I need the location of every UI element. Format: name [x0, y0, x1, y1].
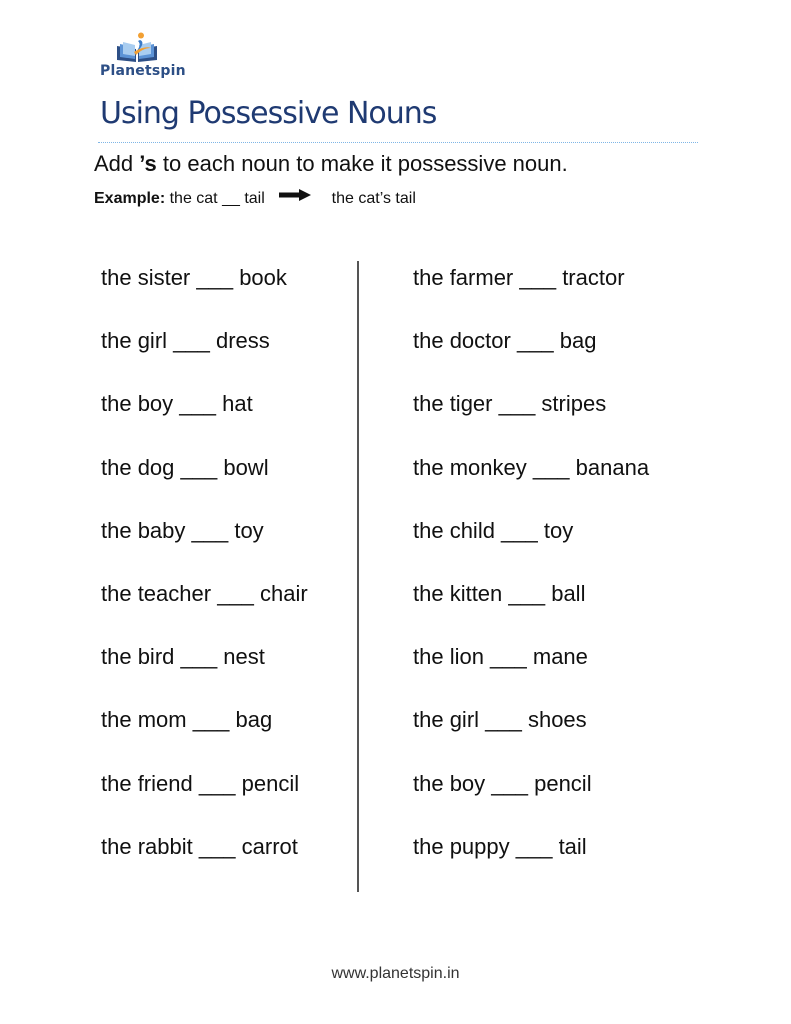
- exercise-item: the girl ___ shoes: [413, 707, 587, 733]
- page-title: Using Possessive Nouns: [100, 96, 437, 131]
- exercise-item: the girl ___ dress: [101, 328, 270, 354]
- brand-logo: [100, 32, 186, 82]
- exercise-item: the teacher ___ chair: [101, 580, 308, 606]
- left-exercise-column: [101, 262, 308, 894]
- exercise-item: the boy ___ hat: [101, 391, 253, 417]
- exercise-item: the rabbit ___ carrot: [101, 833, 298, 859]
- right-arrow-icon: [279, 188, 311, 206]
- exercise-item: the monkey ___ banana: [413, 454, 650, 480]
- exercise-item: the mom ___ bag: [101, 707, 273, 733]
- exercise-item: the sister ___ book: [101, 265, 287, 290]
- instruction-text: [94, 151, 568, 177]
- column-divider: [357, 261, 359, 892]
- example-label: Example:: [94, 190, 166, 208]
- brand-name: Planetspin: [100, 63, 186, 79]
- exercise-item: the farmer ___ tractor: [413, 265, 625, 290]
- example-answer: the cat’s tail: [331, 190, 416, 208]
- example-line: [94, 190, 416, 208]
- exercise-item: the dog ___ bowl: [101, 454, 269, 480]
- exercise-item: the child ___ toy: [413, 517, 574, 543]
- exercise-item: the bird ___ nest: [101, 644, 265, 670]
- exercise-item: the tiger ___ stripes: [413, 391, 607, 417]
- exercise-item: the friend ___ pencil: [101, 770, 300, 796]
- exercise-item: the doctor ___ bag: [413, 328, 597, 354]
- open-book-reader-icon: [114, 32, 160, 64]
- title-divider: [98, 142, 698, 143]
- exercise-item: the baby ___ toy: [101, 517, 264, 543]
- exercise-item: the kitten ___ ball: [413, 580, 586, 606]
- example-prompt: the cat __ tail: [169, 190, 265, 208]
- exercise-item: the lion ___ mane: [413, 644, 588, 670]
- instruction-suffix: to each noun to make it possessive noun.: [156, 151, 568, 176]
- right-exercise-column: [413, 262, 649, 894]
- instruction-prefix: Add: [94, 151, 140, 176]
- exercise-item: the boy ___ pencil: [413, 770, 592, 796]
- instruction-possessive-marker: ’s: [139, 151, 157, 176]
- footer-url: www.planetspin.in: [331, 965, 460, 982]
- exercise-item: the puppy ___ tail: [413, 833, 587, 859]
